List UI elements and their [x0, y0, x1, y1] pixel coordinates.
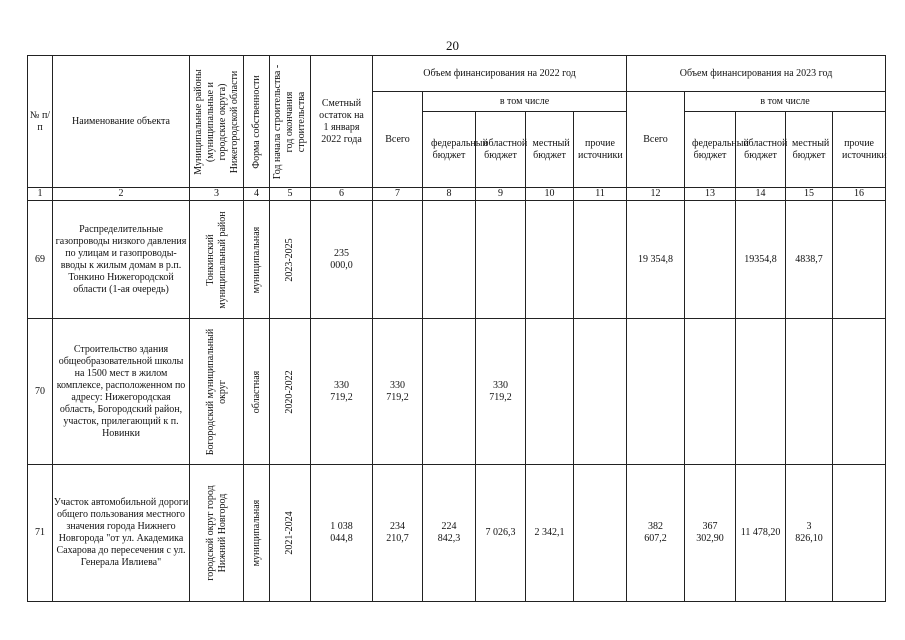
total-2022: 234 210,7 [373, 465, 423, 602]
header-regional-2023: областной бюджет [736, 112, 786, 188]
federal-2022 [423, 201, 476, 319]
header-regional-2022: областной бюджет [476, 112, 526, 188]
header-district: Муниципальные районы (муниципальные и городские округа) Нижегородской области [190, 56, 244, 188]
header-total-2023: Всего [627, 92, 685, 188]
other-2022 [574, 465, 627, 602]
header-total-2022: Всего [373, 92, 423, 188]
header-local-2022: местный бюджет [526, 112, 574, 188]
local-2023: 4838,7 [786, 201, 833, 319]
district: городской округ город Нижний Новгород [190, 465, 244, 602]
header-federal-2023: федеральный бюджет [685, 112, 736, 188]
total-2023 [627, 319, 685, 465]
regional-2022: 7 026,3 [476, 465, 526, 602]
federal-2023 [685, 319, 736, 465]
header-row-1 [28, 56, 886, 92]
balance: 235 000,0 [311, 201, 373, 319]
years: 2023-2025 [270, 201, 311, 319]
header-incl-2023: в том числе [685, 92, 886, 112]
header-local-2023: местный бюджет [786, 112, 833, 188]
header-years: Год начала строительства - год окончания строительства [270, 56, 311, 188]
table-row [28, 319, 886, 465]
row-number: 69 [28, 201, 53, 319]
federal-2023: 367 302,90 [685, 465, 736, 602]
header-num: № п/п [28, 56, 53, 188]
years: 2020-2022 [270, 319, 311, 465]
column-number-row [28, 188, 886, 201]
other-2022 [574, 201, 627, 319]
table-row [28, 465, 886, 602]
other-2023 [833, 201, 886, 319]
total-2022: 330 719,2 [373, 319, 423, 465]
ownership: муниципальная [244, 201, 270, 319]
header-federal-2022: федеральный бюджет [423, 112, 476, 188]
local-2022: 2 342,1 [526, 465, 574, 602]
table-row [28, 201, 886, 319]
ownership: областная [244, 319, 270, 465]
object-name: Распределительные газопроводы низкого давления по улицам и газопроводы-вводы к жилым домам в р.п. Тонкино Нижегородской области (1-ая очередь) [53, 201, 190, 319]
header-balance: Сметный остаток на 1 января 2022 года [311, 56, 373, 188]
row-number: 70 [28, 319, 53, 465]
header-name: Наименование объекта [53, 56, 190, 188]
other-2023 [833, 319, 886, 465]
page-number: 20 [446, 38, 459, 53]
header-other-2022: прочие источники [574, 112, 627, 188]
col-number: 6 [311, 188, 373, 201]
header-other-2023: прочие источники [833, 112, 886, 188]
header-ownership: Форма собственности [244, 56, 270, 188]
header-group-2023: Объем финансирования на 2023 год [627, 56, 886, 92]
years: 2021-2024 [270, 465, 311, 602]
col-number: 9 [476, 188, 526, 201]
regional-2023: 19354,8 [736, 201, 786, 319]
object-name: Участок автомобильной дороги общего пользования местного значения города Нижнего Новгорода "от ул. Академика Сахарова до пересечения с ул. Генерала Ивлиева" [53, 465, 190, 602]
row-number: 71 [28, 465, 53, 602]
col-number: 11 [574, 188, 627, 201]
total-2023: 382 607,2 [627, 465, 685, 602]
balance: 330 719,2 [311, 319, 373, 465]
total-2023: 19 354,8 [627, 201, 685, 319]
col-number: 1 [28, 188, 53, 201]
balance: 1 038 044,8 [311, 465, 373, 602]
col-number: 15 [786, 188, 833, 201]
header-incl-2022: в том числе [423, 92, 627, 112]
object-name: Строительство здания общеобразовательной школы на 1500 мест в жилом комплексе, расположенном по адресу: Нижегородская область, Богородский район, участок, прилегающий к п. Новинки [53, 319, 190, 465]
ownership: муниципальная [244, 465, 270, 602]
regional-2023: 11 478,20 [736, 465, 786, 602]
col-number: 10 [526, 188, 574, 201]
regional-2022 [476, 201, 526, 319]
regional-2022: 330 719,2 [476, 319, 526, 465]
header-group-2022: Объем финансирования на 2022 год [373, 56, 627, 92]
col-number: 3 [190, 188, 244, 201]
col-number: 2 [53, 188, 190, 201]
district: Богородский муниципальный округ [190, 319, 244, 465]
col-number: 7 [373, 188, 423, 201]
local-2023: 3 826,10 [786, 465, 833, 602]
local-2023 [786, 319, 833, 465]
total-2022 [373, 201, 423, 319]
federal-2022 [423, 319, 476, 465]
col-number: 5 [270, 188, 311, 201]
local-2022 [526, 201, 574, 319]
col-number: 14 [736, 188, 786, 201]
district: Тонкинский муниципальный район [190, 201, 244, 319]
other-2022 [574, 319, 627, 465]
col-number: 16 [833, 188, 886, 201]
other-2023 [833, 465, 886, 602]
col-number: 8 [423, 188, 476, 201]
federal-2022: 224 842,3 [423, 465, 476, 602]
col-number: 13 [685, 188, 736, 201]
col-number: 12 [627, 188, 685, 201]
regional-2023 [736, 319, 786, 465]
col-number: 4 [244, 188, 270, 201]
federal-2023 [685, 201, 736, 319]
local-2022 [526, 319, 574, 465]
financing-table [27, 55, 886, 602]
